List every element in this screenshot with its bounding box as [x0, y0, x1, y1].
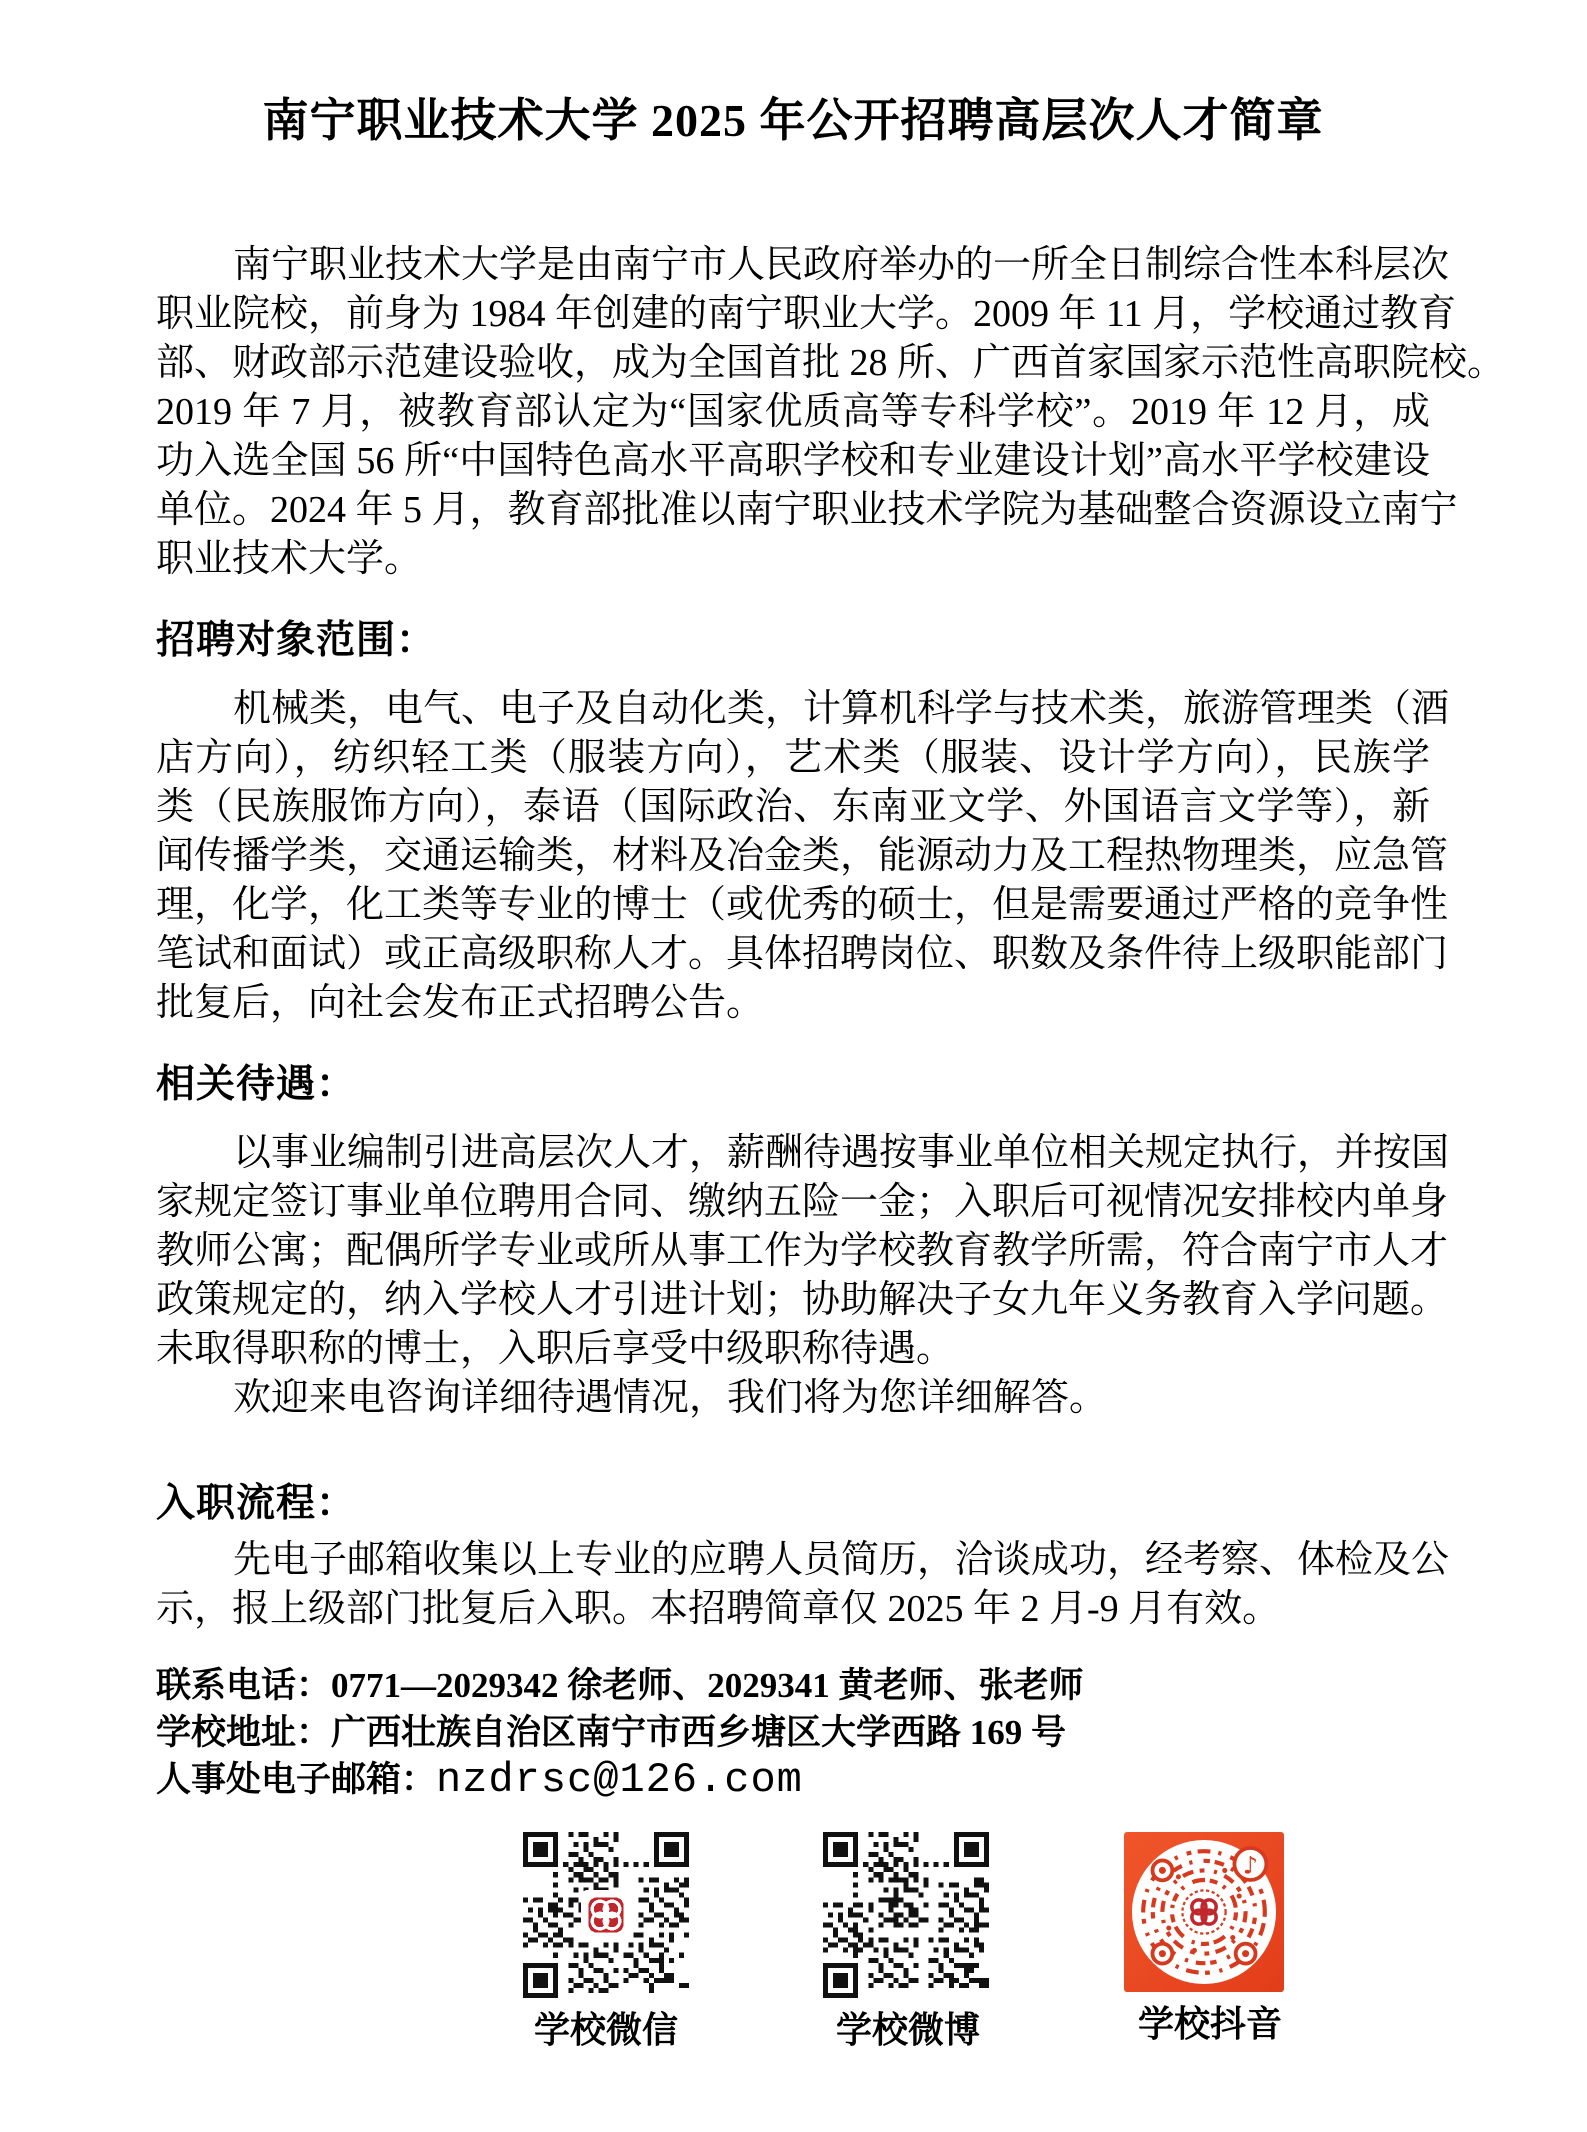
intro-paragraph	[156, 241, 1506, 584]
body-line: 店方向），纺织轻工类（服装方向），艺术类（服装、设计学方向），民族学	[156, 737, 1430, 779]
contact-address: 学校地址：广西壮族自治区南宁市西乡塘区大学西路 169 号	[156, 1713, 1067, 1752]
qr-item-weibo	[822, 1832, 994, 2052]
body-line: 欢迎来电咨询详细待遇情况，我们将为您详细解答。	[233, 1377, 1108, 1419]
hr-email-address: nzdrsc@126.com	[436, 1756, 803, 1804]
body-line: 未取得职称的博士，入职后享受中级职称待遇。	[156, 1328, 955, 1370]
body-line: 南宁职业技术大学是由南宁市人民政府举办的一所全日制综合性本科层次	[233, 244, 1450, 286]
music-note-badge	[1234, 1848, 1266, 1880]
body-line: 示，报上级部门批复后入职。本招聘简章仅 2025 年 2 月-9 月有效。	[156, 1588, 1281, 1630]
benefits-paragraph	[156, 1129, 1450, 1423]
svg-text:♪: ♪	[1242, 1851, 1259, 1880]
contact-email-label: 人事处电子邮箱：	[156, 1760, 437, 1799]
school-logo-red-knot	[581, 1890, 631, 1940]
body-line: 2019 年 7 月，被教育部认定为“国家优质高等专科学校”。2019 年 12 月，成	[156, 391, 1430, 433]
body-line: 类（民族服饰方向），泰语（国际政治、东南亚文学、外国语言文学等），新	[156, 786, 1430, 828]
contact-phone: 联系电话：0771—2029342 徐老师、2029341 黄老师、张老师	[156, 1666, 1084, 1705]
section-heading-benefits: 相关待遇：	[156, 1063, 357, 1106]
weibo-qr-icon	[822, 1832, 990, 1998]
body-line: 政策规定的，纳入学校人才引进计划；协助解决子女九年义务教育入学问题。	[156, 1279, 1449, 1321]
onboarding-paragraph	[156, 1536, 1450, 1634]
qr-label: 学校抖音	[1137, 2004, 1282, 2044]
page-title: 南宁职业技术大学 2025 年公开招聘高层次人才简章	[262, 95, 1324, 146]
body-line: 以事业编制引进高层次人才，薪酬待遇按事业单位相关规定执行，并按国	[233, 1132, 1450, 1174]
contact-email-line	[156, 1756, 1430, 1804]
body-line: 闻传播学类，交通运输类，材料及冶金类，能源动力及工程热物理类，应急管	[156, 835, 1449, 877]
body-line: 理，化学，化工类等专业的博士（或优秀的硕士，但是需要通过严格的竞争性	[156, 884, 1449, 926]
section-heading-onboarding: 入职流程：	[156, 1482, 357, 1525]
qr-item-douyin	[1124, 1832, 1296, 2046]
qr-label: 学校微信	[533, 2010, 678, 2050]
body-line: 职业技术大学。	[156, 538, 423, 580]
wechat-qr-icon	[520, 1832, 692, 1998]
body-line: 部、财政部示范建设验收，成为全国首批 28 所、广西首家国家示范性高职院校。	[156, 342, 1506, 384]
center-school-logo	[1181, 1889, 1227, 1935]
body-line: 批复后，向社会发布正式招聘公告。	[156, 982, 765, 1024]
body-line: 教师公寓；配偶所学专业或所从事工作为学校教育教学所需，符合南宁市人才	[156, 1230, 1449, 1272]
body-line: 职业院校，前身为 1984 年创建的南宁职业大学。2009 年 11 月，学校通过教育	[156, 293, 1457, 335]
qr-label: 学校微博	[835, 2010, 980, 2050]
body-line: 机械类，电气、电子及自动化类，计算机科学与技术类，旅游管理类（酒	[233, 688, 1450, 730]
body-line: 先电子邮箱收集以上专业的应聘人员简历，洽谈成功，经考察、体检及公	[233, 1539, 1450, 1581]
recruitment-scope-paragraph	[156, 685, 1450, 1028]
body-line: 功入选全国 56 所“中国特色高水平高职学校和专业建设计划”高水平学校建设	[156, 440, 1430, 482]
qr-item-wechat	[520, 1832, 692, 2052]
douyin-qr-icon	[1124, 1832, 1284, 1992]
body-line: 家规定签订事业单位聘用合同、缴纳五险一金；入职后可视情况安排校内单身	[156, 1181, 1449, 1223]
section-heading-recruitment-scope: 招聘对象范围：	[156, 619, 437, 662]
body-line: 笔试和面试）或正高级职称人才。具体招聘岗位、职数及条件待上级职能部门	[156, 933, 1449, 975]
contact-block	[156, 1662, 1430, 1804]
body-line: 单位。2024 年 5 月，教育部批准以南宁职业技术学院为基础整合资源设立南宁	[156, 489, 1458, 531]
qr-code-row	[520, 1832, 1430, 2052]
